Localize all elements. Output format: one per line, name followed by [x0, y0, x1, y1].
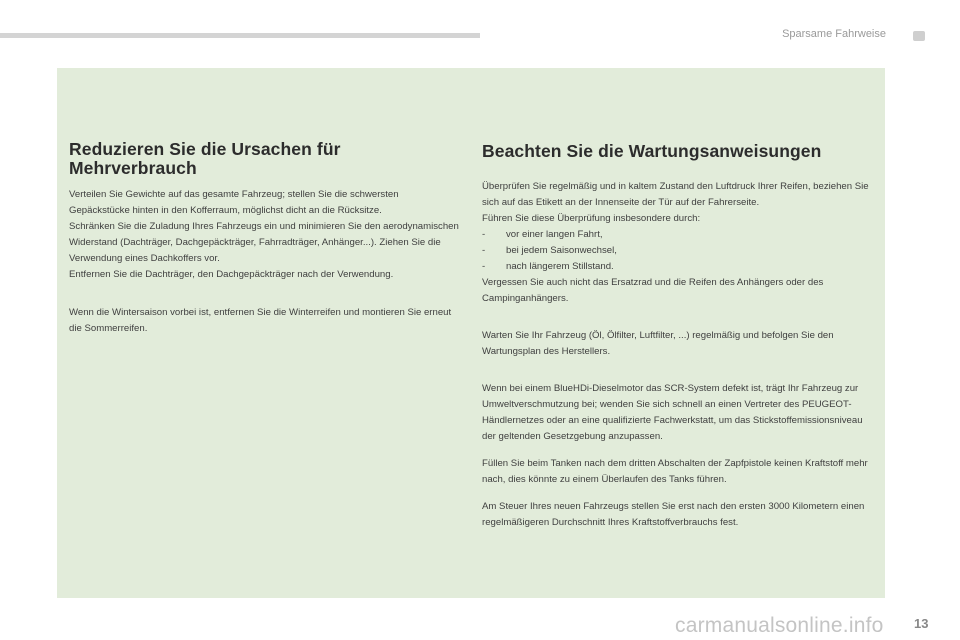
page-corner-marker — [913, 31, 925, 41]
left-paragraph: Schränken Sie die Zuladung Ihres Fahrzeugs ein und minimieren Sie den aerodynamischen Widerstand (Dachträger, Dachgepäckträger, Fahrradträger, Anhänger...). Ziehen Sie die Verwendung eines Dachkoffers vor. — [69, 221, 459, 264]
content-panel — [57, 68, 885, 598]
left-paragraph: Wenn die Wintersaison vorbei ist, entfernen Sie die Winterreifen und montieren Sie erneut die Sommerreifen. — [69, 307, 452, 334]
list-item: - nach längerem Stillstand. — [482, 261, 614, 272]
left-paragraph: Entfernen Sie die Dachträger, den Dachgepäckträger nach der Verwendung. — [69, 269, 394, 280]
left-paragraph: Verteilen Sie Gewichte auf das gesamte Fahrzeug; stellen Sie die schwersten Gepäckstücke hinten in den Kofferraum, möglichst dicht an die Rücksitze. — [69, 189, 399, 216]
right-paragraph: Warten Sie Ihr Fahrzeug (Öl, Ölfilter, Luftfilter, ...) regelmäßig und befolgen Sie den Wartungsplan des Herstellers. — [482, 330, 834, 357]
list-item: - bei jedem Saisonwechsel, — [482, 245, 617, 256]
left-heading: Reduzieren Sie die Ursachen für Mehrverbrauch — [69, 139, 341, 178]
right-list-intro: Führen Sie diese Überprüfung insbesondere durch: — [482, 213, 701, 224]
check-list — [482, 227, 874, 275]
page-number: 13 — [914, 616, 929, 631]
section-title: Sparsame Fahrweise — [782, 28, 886, 40]
right-paragraph: Füllen Sie beim Tanken nach dem dritten Abschalten der Zapfpistole keinen Kraftstoff mehr nach, dies könnte zu einem Überlaufen des Tanks führen. — [482, 458, 868, 485]
right-paragraph: Am Steuer Ihres neuen Fahrzeugs stellen Sie erst nach den ersten 3000 Kilometern einen regelmäßigeren Durchschnitt Ihres Kraftstoffverbrauchs fest. — [482, 501, 865, 528]
right-paragraph: Wenn bei einem BlueHDi-Dieselmotor das SCR-System defekt ist, trägt Ihr Fahrzeug zur Umweltverschmutzung bei; wenden Sie sich schnell an einen Vertreter des PEUGEOT-Händlernetzes oder an eine qualifizierte Fachwerkstatt, um das Stickstoffemissionsniveau der geltenden Gesetzgebung anzupassen. — [482, 383, 863, 442]
right-column — [482, 140, 874, 531]
list-item: - vor einer langen Fahrt, — [482, 229, 603, 240]
right-intro: Überprüfen Sie regelmäßig und in kaltem Zustand den Luftdruck Ihrer Reifen, beziehen Sie sich auf das Etikett an der Innenseite der Tür auf der Fahrerseite. — [482, 181, 869, 208]
right-paragraph: Vergessen Sie auch nicht das Ersatzrad und die Reifen des Anhängers oder des Campinganhängers. — [482, 277, 824, 304]
left-column — [69, 140, 461, 337]
right-heading: Beachten Sie die Wartungsanweisungen — [482, 141, 822, 161]
header-rule — [0, 33, 480, 38]
watermark: carmanualsonline.info — [675, 614, 884, 637]
